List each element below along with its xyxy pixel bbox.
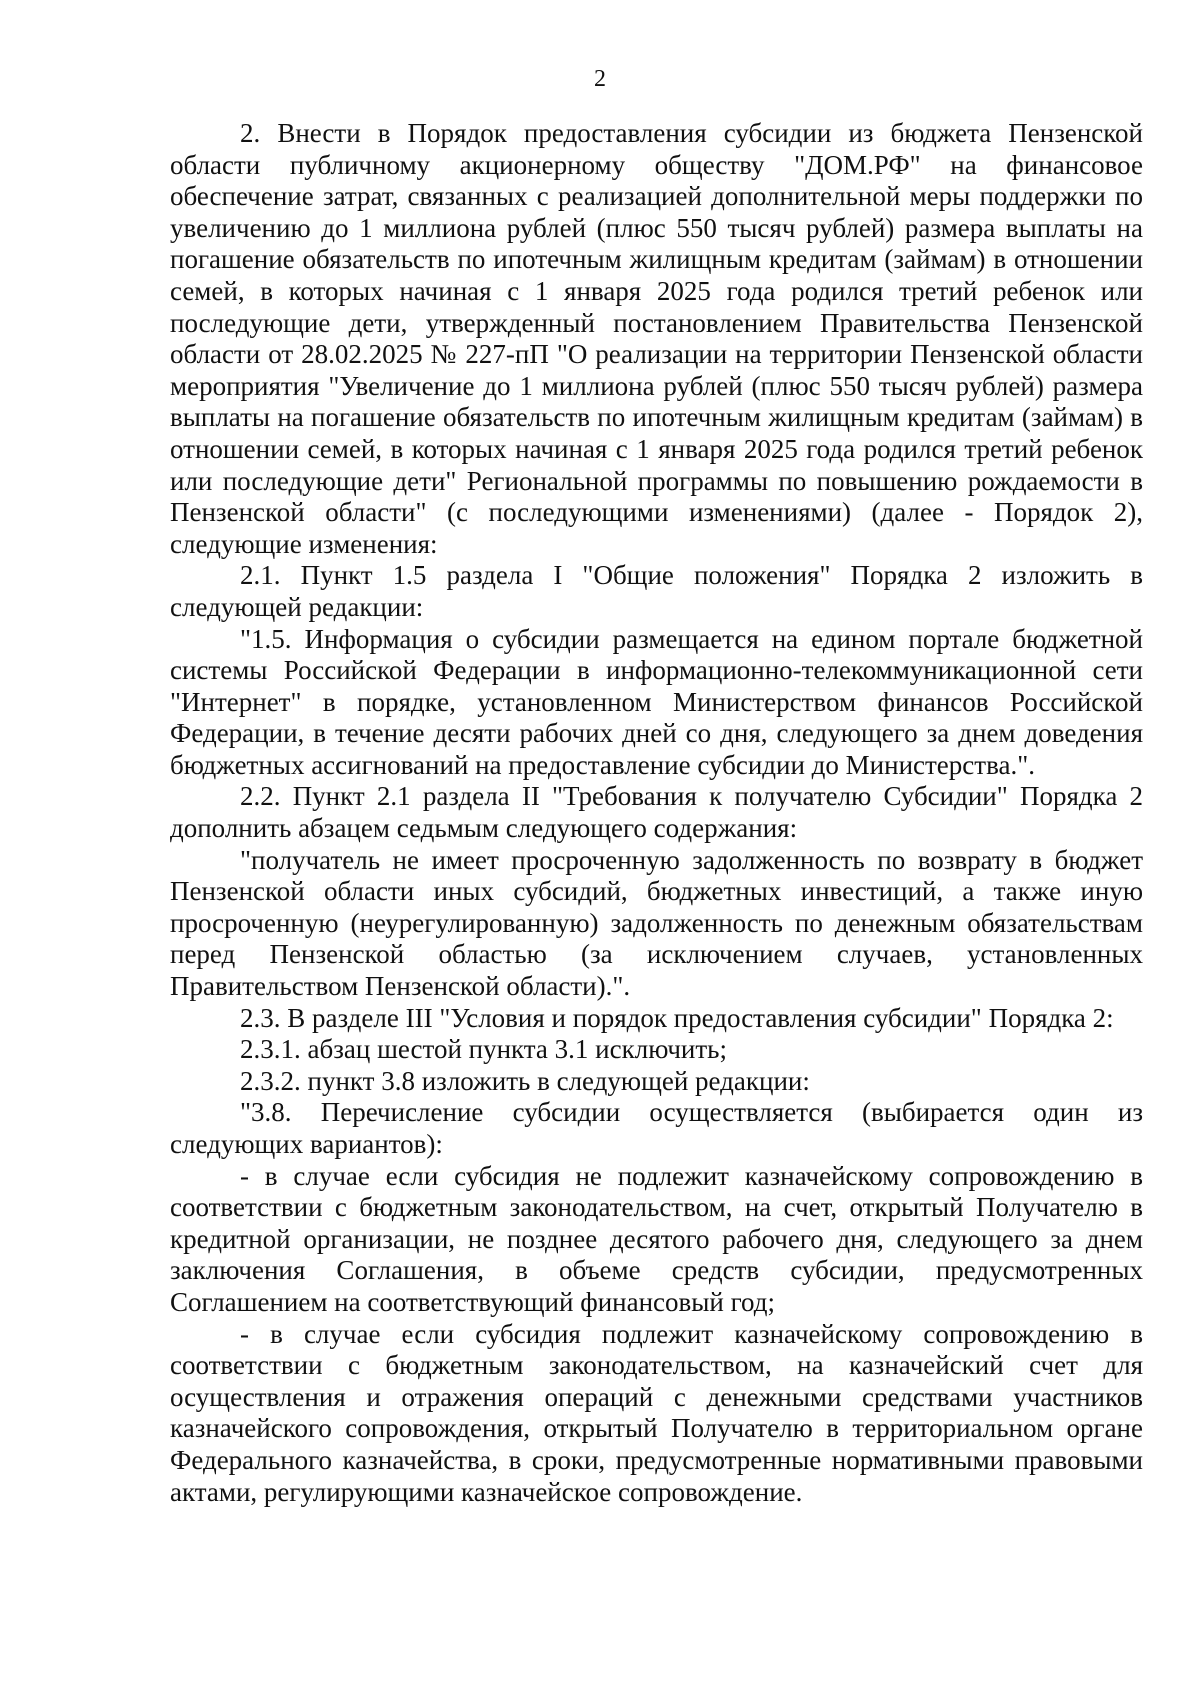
page-number: 2 — [594, 66, 606, 92]
paragraph-quote-3-8: "3.8. Перечисление субсидии осуществляется (выбирается один из следующих вариантов): — [170, 1097, 1143, 1159]
list-item-no-treasury-support: - в случае если субсидия не подлежит казначейскому сопровождению в соответствии с бюджетным законодательством, на счет, открытый Получателю в кредитной организации, не позднее десятого рабочего дня, следующего за днем заключения Соглашения, в объеме средств субсидии, предусмотренных Соглашением на соответствующий финансовый год; — [170, 1160, 1143, 1317]
paragraph-2-3-1: 2.3.1. абзац шестой пункта 3.1 исключить; — [240, 1034, 727, 1065]
paragraph-quote-1-5: "1.5. Информация о субсидии размещается на едином портале бюджетной системы Российской Федерации в информационно-телекоммуникационной сети "Интернет" в порядке, установленном Министерством финансов Российской Федерации, в течение десяти рабочих дней со дня, следующего за днем доведения бюджетных ассигнований на предоставление субсидии до Министерства.". — [170, 623, 1143, 780]
paragraph-2-3-2: 2.3.2. пункт 3.8 изложить в следующей редакции: — [240, 1065, 810, 1096]
paragraph-2-1: 2.1. Пункт 1.5 раздела I "Общие положения" Порядка 2 изложить в следующей редакции: — [170, 560, 1143, 622]
paragraph-2-3: 2.3. В разделе III "Условия и порядок предоставления субсидии" Порядка 2: — [240, 1002, 1114, 1033]
list-item-treasury-support: - в случае если субсидия подлежит казначейскому сопровождению в соответствии с бюджетным законодательством, на казначейский счет для осуществления и отражения операций с денежными средствами участников казначейского сопровождения, открытый Получателю в территориальном органе Федерального казначейства, в сроки, предусмотренные нормативными правовыми актами, регулирующими казначейское сопровождение. — [170, 1318, 1143, 1507]
document-body — [170, 118, 1143, 1508]
paragraph-quote-recipient: "получатель не имеет просроченную задолженность по возврату в бюджет Пензенской области иных субсидий, бюджетных инвестиций, а также иную просроченную (неурегулированную) задолженность по денежным обязательствам перед Пензенской областью (за исключением случаев, установленных Правительством Пензенской области).". — [170, 844, 1143, 1002]
paragraph-2: 2. Внести в Порядок предоставления субсидии из бюджета Пензенской области публичному акционерному обществу "ДОМ.РФ" на финансовое обеспечение затрат, связанных с реализацией дополнительной меры поддержки по увеличению до 1 миллиона рублей (плюс 550 тысяч рублей) размера выплаты на погашение обязательств по ипотечным жилищным кредитам (займам) в отношении семей, в которых начиная с 1 января 2025 года родился третий ребенок или последующие дети, утвержденный постановлением Правительства Пензенской области от 28.02.2025 № 227-пП "О реализации на территории Пензенской области мероприятия "Увеличение до 1 миллиона рублей (плюс 550 тысяч рублей) размера выплаты на погашение обязательств по ипотечным жилищным кредитам (займам) в отношении семей, в которых начиная с 1 января 2025 года родился третий ребенок или последующие дети" Региональной программы по повышению рождаемости в Пензенской области" (с последующими изменениями) (далее - Порядок 2), следующие изменения: — [170, 118, 1143, 559]
paragraph-2-2: 2.2. Пункт 2.1 раздела II "Требования к получателю Субсидии" Порядка 2 дополнить абзацем седьмым следующего содержания: — [170, 781, 1143, 844]
